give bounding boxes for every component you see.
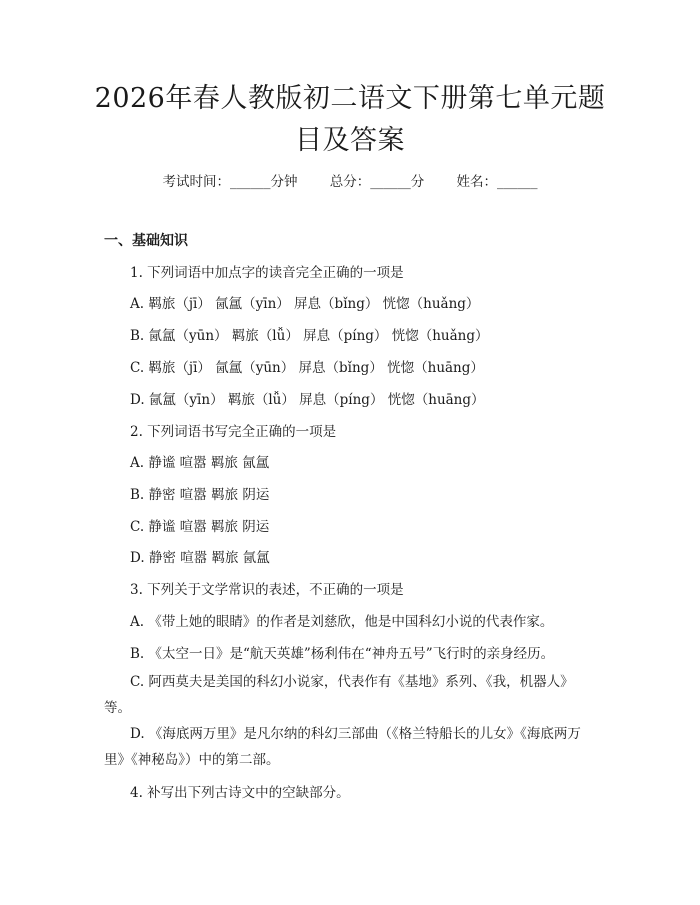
document-title: 2026年春人教版初二语文下册第七单元题目及答案 [94, 83, 606, 156]
question-1-option-b: B. 氤氲（yūn） 羁旅（lǚ） 屏息（píng） 恍惚（huǎng） [130, 328, 489, 344]
question-1-option-d: D. 氤氲（yīn） 羁旅（lǚ） 屏息（píng） 恍惚（huāng） [130, 392, 485, 408]
question-1-option-a: A. 羁旅（jī） 氤氲（yīn） 屏息（bǐng） 恍惚（huǎng） [130, 296, 480, 312]
question-1-stem: 1. 下列词语中加点字的读音完全正确的一项是 [130, 265, 404, 281]
exam-meta [0, 170, 700, 190]
question-2-option-c: C. 静谧 喧嚣 羁旅 阴运 [130, 519, 270, 535]
exam-time-field: 考试时间：______分钟 [162, 174, 298, 190]
question-3-option-c: C. 阿西莫夫是美国的科幻小说家，代表作有《基地》系列、《我，机器人》等。 [104, 674, 574, 716]
question-4-stem: 4. 补写出下列古诗文中的空缺部分。 [130, 785, 350, 801]
section-heading: 一、基础知识 [104, 233, 188, 249]
question-2-option-b: B. 静密 喧嚣 羁旅 阴运 [130, 487, 270, 503]
question-2-option-d: D. 静密 喧嚣 羁旅 氤氲 [130, 550, 270, 566]
question-3-stem: 3. 下列关于文学常识的表述，不正确的一项是 [130, 582, 404, 598]
total-score-field: 总分：______分 [329, 174, 425, 190]
question-3-option-d: D. 《海底两万里》是凡尔纳的科幻三部曲（《格兰特船长的儿女》《海底两万里》《神秘岛》）中的第二部。 [104, 726, 581, 768]
question-2-stem: 2. 下列词语书写完全正确的一项是 [130, 424, 337, 440]
question-3-option-b: B. 《太空一日》是“航天英雄”杨利伟在“神舟五号”飞行时的亲身经历。 [130, 646, 555, 662]
question-3-option-a: A. 《带上她的眼睛》的作者是刘慈欣，他是中国科幻小说的代表作家。 [130, 614, 554, 630]
student-name-field: 姓名：______ [456, 174, 538, 190]
question-2-option-a: A. 静谧 喧嚣 羁旅 氤氲 [130, 455, 270, 471]
question-1-option-c: C. 羁旅（jī） 氤氲（yūn） 屏息（bǐng） 恍惚（huāng） [130, 360, 484, 376]
